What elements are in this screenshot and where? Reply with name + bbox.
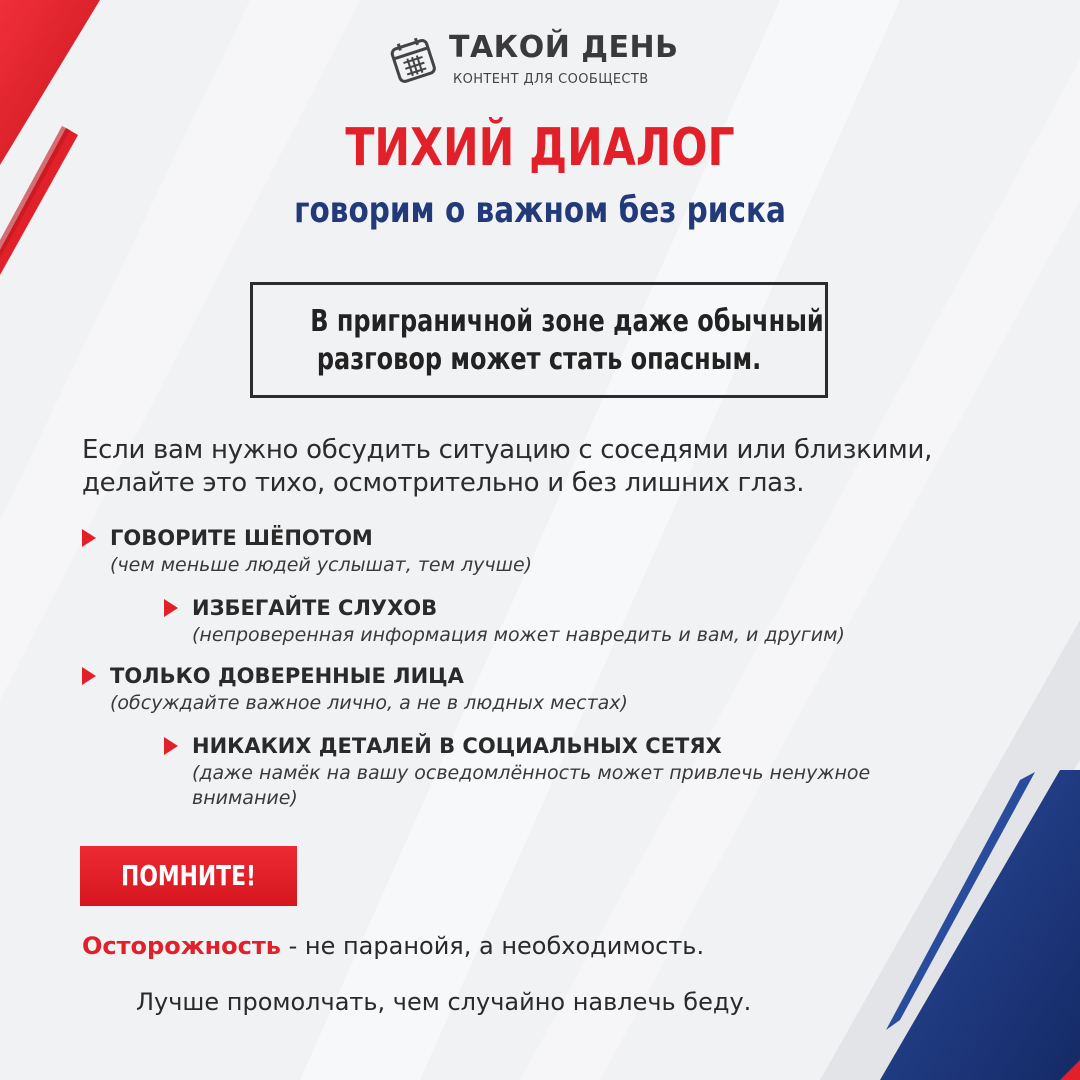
caution-line: [82, 932, 704, 960]
tip-description: (обсуждайте важное лично, а не в людных местах): [110, 692, 628, 714]
caution-word: Осторожность: [82, 932, 281, 960]
intro-line-1: Если вам нужно обсудить ситуацию с соседями или близкими,: [82, 435, 933, 465]
tip-title: ГОВОРИТЕ ШЁПОТОМ: [110, 526, 373, 550]
remember-banner: [80, 846, 297, 906]
triangle-bullet-icon: [164, 599, 178, 617]
calendar-icon: [385, 32, 441, 88]
tip-description: (непроверенная информация может навредить и вам, и другим): [192, 624, 845, 646]
tip-title: ТОЛЬКО ДОВЕРЕННЫЕ ЛИЦА: [110, 664, 464, 688]
caution-rest: - не паранойя, а необходимость.: [280, 932, 705, 960]
triangle-bullet-icon: [82, 529, 96, 547]
tip-description: (чем меньше людей услышат, тем лучше): [110, 554, 533, 576]
intro-paragraph: [82, 434, 1002, 500]
tip-description: [192, 761, 870, 811]
triangle-bullet-icon: [82, 667, 96, 685]
tip-title: ИЗБЕГАЙТЕ СЛУХОВ: [192, 596, 438, 620]
tip-title: НИКАКИХ ДЕТАЛЕЙ В СОЦИАЛЬНЫХ СЕТЯХ: [192, 734, 722, 758]
tip-item-social: [164, 734, 1024, 818]
notice-line-2: разговор может стать опасным.: [316, 342, 762, 377]
remember-label: ПОМНИТЕ!: [121, 859, 256, 892]
notice-box: [250, 282, 828, 398]
notice-text: [310, 303, 824, 379]
page-subtitle: говорим о важном без риска: [294, 190, 786, 231]
brand-tagline: КОНТЕНТ ДЛЯ СООБЩЕСТВ: [453, 72, 649, 87]
brand-name: ТАКОЙ ДЕНЬ: [449, 30, 679, 65]
tip-item-rumors: [164, 596, 1014, 656]
tip-item-trusted: [82, 664, 982, 724]
closing-line: Лучше промолчать, чем случайно навлечь беду.: [136, 988, 752, 1016]
page-title: ТИХИЙ ДИАЛОГ: [345, 118, 735, 178]
tip-description-line-1: (даже намёк на вашу осведомлённость может привлечь ненужное: [192, 762, 871, 784]
notice-line-1: В приграничной зоне даже обычный: [310, 304, 824, 339]
tip-item-whisper: [82, 526, 982, 586]
triangle-bullet-icon: [164, 737, 178, 755]
tip-description-line-2: внимание): [192, 787, 298, 809]
intro-line-2: делайте это тихо, осмотрительно и без лишних глаз.: [82, 468, 805, 498]
brand-logo: [385, 24, 705, 94]
